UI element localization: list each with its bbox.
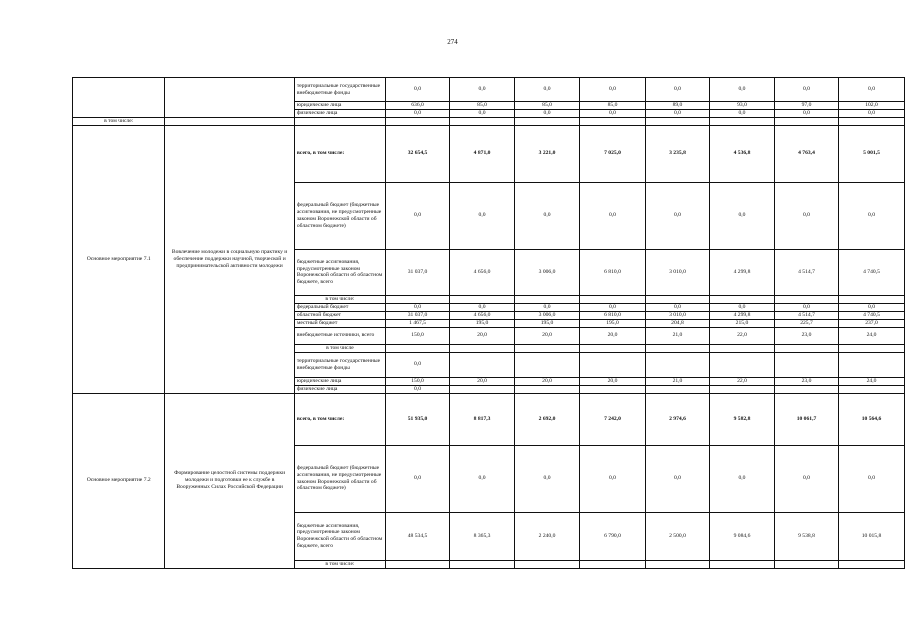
value-cell: 0,0 bbox=[774, 445, 838, 512]
value-cell: 21,0 bbox=[645, 377, 709, 385]
row-label: территориальные государственные внебюджетные фонды bbox=[294, 78, 385, 102]
value-cell: 0,0 bbox=[580, 182, 646, 249]
value-cell: 48 534,5 bbox=[386, 512, 450, 560]
value-cell: 23,0 bbox=[774, 377, 838, 385]
value-cell: 22,0 bbox=[709, 377, 774, 385]
value-cell: 22,0 bbox=[709, 327, 774, 344]
measure-description: Вовлечение молодежи в социальную практику и обеспечение поддержки научной, творческой и предпринимательской активности молодежи bbox=[165, 125, 294, 393]
row-label: физические лица bbox=[294, 385, 385, 393]
value-cell bbox=[386, 560, 450, 568]
value-cell: 2 240,0 bbox=[515, 512, 580, 560]
value-cell: 20,0 bbox=[515, 377, 580, 385]
value-cell: 0,0 bbox=[580, 78, 646, 102]
value-cell: 8 817,3 bbox=[450, 393, 515, 445]
value-cell bbox=[774, 385, 838, 393]
empty-cell bbox=[839, 118, 905, 126]
value-cell: 102,0 bbox=[839, 102, 905, 110]
row-label: территориальные государственные внебюджетные фонды bbox=[294, 352, 385, 377]
value-cell: 0,0 bbox=[450, 110, 515, 118]
value-cell: 2 974,6 bbox=[645, 393, 709, 445]
value-cell: 204,8 bbox=[645, 319, 709, 327]
value-cell: 0,0 bbox=[450, 78, 515, 102]
value-cell: 150,0 bbox=[386, 327, 450, 344]
row-label: физические лица bbox=[294, 110, 385, 118]
value-cell: 0,0 bbox=[774, 110, 838, 118]
value-cell: 9 538,8 bbox=[774, 512, 838, 560]
value-cell: 2 500,0 bbox=[645, 512, 709, 560]
value-cell: 2 692,0 bbox=[515, 393, 580, 445]
value-cell: 0,0 bbox=[709, 303, 774, 311]
value-cell: 4 299,8 bbox=[709, 249, 774, 295]
empty-cell bbox=[165, 118, 294, 126]
row-label: федеральный бюджет (бюджетные ассигнования, не предусмотренные законом Воронежской области об областном бюджете) bbox=[294, 445, 385, 512]
value-cell: 0,0 bbox=[515, 182, 580, 249]
value-cell bbox=[450, 560, 515, 568]
empty-cell bbox=[774, 118, 838, 126]
table-row bbox=[73, 118, 905, 126]
value-cell: 24,0 bbox=[839, 327, 905, 344]
value-cell bbox=[450, 344, 515, 352]
empty-cell bbox=[709, 118, 774, 126]
value-cell: 0,0 bbox=[515, 78, 580, 102]
value-cell: 31 037,0 bbox=[386, 249, 450, 295]
budget-table bbox=[72, 77, 905, 569]
value-cell bbox=[450, 385, 515, 393]
value-cell: 23,0 bbox=[774, 327, 838, 344]
empty-cell bbox=[450, 118, 515, 126]
value-cell: 0,0 bbox=[386, 445, 450, 512]
value-cell bbox=[709, 344, 774, 352]
empty-cell bbox=[386, 118, 450, 126]
value-cell: 3 221,0 bbox=[515, 125, 580, 182]
value-cell bbox=[580, 385, 646, 393]
value-cell: 0,0 bbox=[645, 78, 709, 102]
value-cell bbox=[515, 295, 580, 303]
value-cell: 3 235,8 bbox=[645, 125, 709, 182]
value-cell: 0,0 bbox=[774, 78, 838, 102]
value-cell: 0,0 bbox=[580, 445, 646, 512]
empty-cell bbox=[580, 118, 646, 126]
value-cell: 195,0 bbox=[515, 319, 580, 327]
value-cell: 0,0 bbox=[515, 303, 580, 311]
value-cell bbox=[450, 295, 515, 303]
value-cell: 97,0 bbox=[774, 102, 838, 110]
row-label: всего, в том числе: bbox=[294, 125, 385, 182]
page-number: 274 bbox=[447, 38, 458, 46]
value-cell: 5 001,5 bbox=[839, 125, 905, 182]
value-cell bbox=[839, 560, 905, 568]
row-label: юридические лица bbox=[294, 102, 385, 110]
value-cell bbox=[839, 385, 905, 393]
value-cell: 6 810,0 bbox=[580, 311, 646, 319]
empty-cell bbox=[645, 118, 709, 126]
value-cell: 0,0 bbox=[709, 78, 774, 102]
budget-table-container bbox=[72, 77, 905, 569]
value-cell bbox=[709, 385, 774, 393]
value-cell bbox=[839, 344, 905, 352]
value-cell: 20,0 bbox=[580, 327, 646, 344]
empty-cell bbox=[165, 78, 294, 118]
table-row bbox=[73, 78, 905, 102]
measure-description: Формирование целостной системы поддержки молодежи и подготовки ее к службе в Вооруженных Силах Российской Федерации bbox=[165, 393, 294, 568]
value-cell: 0,0 bbox=[709, 182, 774, 249]
value-cell: 0,0 bbox=[450, 182, 515, 249]
value-cell: 0,0 bbox=[386, 385, 450, 393]
subheading-cell: в том числе: bbox=[73, 118, 165, 126]
value-cell: 4 763,4 bbox=[774, 125, 838, 182]
value-cell bbox=[580, 560, 646, 568]
value-cell: 0,0 bbox=[839, 110, 905, 118]
value-cell: 9 582,8 bbox=[709, 393, 774, 445]
value-cell bbox=[515, 344, 580, 352]
value-cell: 3 006,0 bbox=[515, 311, 580, 319]
value-cell: 3 010,0 bbox=[645, 249, 709, 295]
value-cell: 10 061,7 bbox=[774, 393, 838, 445]
value-cell: 4 299,8 bbox=[709, 311, 774, 319]
value-cell bbox=[580, 344, 646, 352]
value-cell: 0,0 bbox=[386, 303, 450, 311]
value-cell: 0,0 bbox=[386, 182, 450, 249]
row-label: федеральный бюджет (бюджетные ассигнования, не предусмотренные законом Воронежской области об областном бюджете) bbox=[294, 182, 385, 249]
value-cell: 4 514,7 bbox=[774, 311, 838, 319]
value-cell bbox=[450, 352, 515, 377]
table-row bbox=[73, 393, 905, 445]
value-cell: 195,0 bbox=[450, 319, 515, 327]
value-cell bbox=[580, 295, 646, 303]
value-cell: 0,0 bbox=[645, 110, 709, 118]
value-cell: 4 871,0 bbox=[450, 125, 515, 182]
value-cell: 0,0 bbox=[450, 303, 515, 311]
value-cell bbox=[515, 385, 580, 393]
value-cell: 10 015,8 bbox=[839, 512, 905, 560]
row-label: в том числе: bbox=[294, 295, 385, 303]
value-cell bbox=[774, 352, 838, 377]
value-cell: 195,0 bbox=[580, 319, 646, 327]
value-cell: 0,0 bbox=[645, 303, 709, 311]
value-cell: 20,0 bbox=[515, 327, 580, 344]
value-cell bbox=[839, 295, 905, 303]
value-cell: 4 740,5 bbox=[839, 249, 905, 295]
value-cell: 6 810,0 bbox=[580, 249, 646, 295]
value-cell bbox=[386, 344, 450, 352]
value-cell: 0,0 bbox=[774, 303, 838, 311]
value-cell: 0,0 bbox=[645, 182, 709, 249]
value-cell: 85,0 bbox=[580, 102, 646, 110]
row-label: бюджетные ассигнования, предусмотренные законом Воронежской области об областном бюджете, всего bbox=[294, 249, 385, 295]
value-cell bbox=[709, 560, 774, 568]
value-cell: 0,0 bbox=[386, 78, 450, 102]
measure-name: Основное мероприятие 7.2 bbox=[73, 393, 165, 568]
row-label: всего, в том числе: bbox=[294, 393, 385, 445]
value-cell: 85,0 bbox=[450, 102, 515, 110]
row-label: федеральный бюджет bbox=[294, 303, 385, 311]
value-cell: 89,0 bbox=[645, 102, 709, 110]
value-cell: 0,0 bbox=[645, 445, 709, 512]
value-cell: 237,0 bbox=[839, 319, 905, 327]
value-cell bbox=[645, 385, 709, 393]
value-cell bbox=[774, 344, 838, 352]
value-cell: 4 656,0 bbox=[450, 311, 515, 319]
value-cell: 21,0 bbox=[645, 327, 709, 344]
value-cell: 93,0 bbox=[709, 102, 774, 110]
value-cell bbox=[386, 295, 450, 303]
value-cell: 0,0 bbox=[580, 110, 646, 118]
value-cell: 24,0 bbox=[839, 377, 905, 385]
value-cell: 0,0 bbox=[839, 182, 905, 249]
empty-cell bbox=[515, 118, 580, 126]
value-cell: 0,0 bbox=[839, 303, 905, 311]
row-label: местный бюджет bbox=[294, 319, 385, 327]
value-cell: 51 935,0 bbox=[386, 393, 450, 445]
value-cell bbox=[580, 352, 646, 377]
value-cell: 0,0 bbox=[839, 78, 905, 102]
value-cell: 9 084,6 bbox=[709, 512, 774, 560]
value-cell: 3 010,0 bbox=[645, 311, 709, 319]
value-cell: 636,0 bbox=[386, 102, 450, 110]
value-cell bbox=[515, 560, 580, 568]
value-cell: 225,7 bbox=[774, 319, 838, 327]
value-cell: 215,0 bbox=[709, 319, 774, 327]
value-cell: 10 564,6 bbox=[839, 393, 905, 445]
value-cell bbox=[839, 352, 905, 377]
value-cell: 0,0 bbox=[709, 445, 774, 512]
value-cell: 4 740,5 bbox=[839, 311, 905, 319]
value-cell: 4 536,8 bbox=[709, 125, 774, 182]
value-cell: 1 467,5 bbox=[386, 319, 450, 327]
row-label: областной бюджет bbox=[294, 311, 385, 319]
value-cell bbox=[645, 352, 709, 377]
value-cell: 6 790,0 bbox=[580, 512, 646, 560]
value-cell: 7 242,0 bbox=[580, 393, 646, 445]
value-cell: 4 514,7 bbox=[774, 249, 838, 295]
measure-name: Основное мероприятие 7.1 bbox=[73, 125, 165, 393]
value-cell: 150,0 bbox=[386, 377, 450, 385]
row-label: юридические лица bbox=[294, 377, 385, 385]
empty-cell bbox=[294, 118, 385, 126]
value-cell: 20,0 bbox=[450, 327, 515, 344]
value-cell: 4 656,0 bbox=[450, 249, 515, 295]
row-label: внебюджетные источники, всего bbox=[294, 327, 385, 344]
value-cell bbox=[709, 352, 774, 377]
value-cell: 0,0 bbox=[515, 445, 580, 512]
value-cell: 20,0 bbox=[580, 377, 646, 385]
value-cell bbox=[774, 560, 838, 568]
value-cell: 0,0 bbox=[450, 445, 515, 512]
value-cell bbox=[645, 295, 709, 303]
value-cell: 0,0 bbox=[839, 445, 905, 512]
value-cell bbox=[774, 295, 838, 303]
value-cell: 0,0 bbox=[709, 110, 774, 118]
value-cell bbox=[645, 344, 709, 352]
value-cell: 31 037,0 bbox=[386, 311, 450, 319]
row-label: бюджетные ассигнования, предусмотренные законом Воронежской области об областном бюджете, всего bbox=[294, 512, 385, 560]
value-cell: 0,0 bbox=[515, 110, 580, 118]
empty-cell bbox=[73, 78, 165, 118]
value-cell: 0,0 bbox=[774, 182, 838, 249]
row-label: в том числе bbox=[294, 344, 385, 352]
value-cell: 7 025,0 bbox=[580, 125, 646, 182]
value-cell bbox=[645, 560, 709, 568]
value-cell: 32 654,5 bbox=[386, 125, 450, 182]
value-cell bbox=[709, 295, 774, 303]
table-row bbox=[73, 125, 905, 182]
value-cell: 0,0 bbox=[386, 352, 450, 377]
value-cell: 0,0 bbox=[386, 110, 450, 118]
value-cell: 85,0 bbox=[515, 102, 580, 110]
value-cell: 20,0 bbox=[450, 377, 515, 385]
row-label: в том числе: bbox=[294, 560, 385, 568]
value-cell: 3 006,0 bbox=[515, 249, 580, 295]
value-cell bbox=[515, 352, 580, 377]
value-cell: 0,0 bbox=[580, 303, 646, 311]
value-cell: 8 365,3 bbox=[450, 512, 515, 560]
